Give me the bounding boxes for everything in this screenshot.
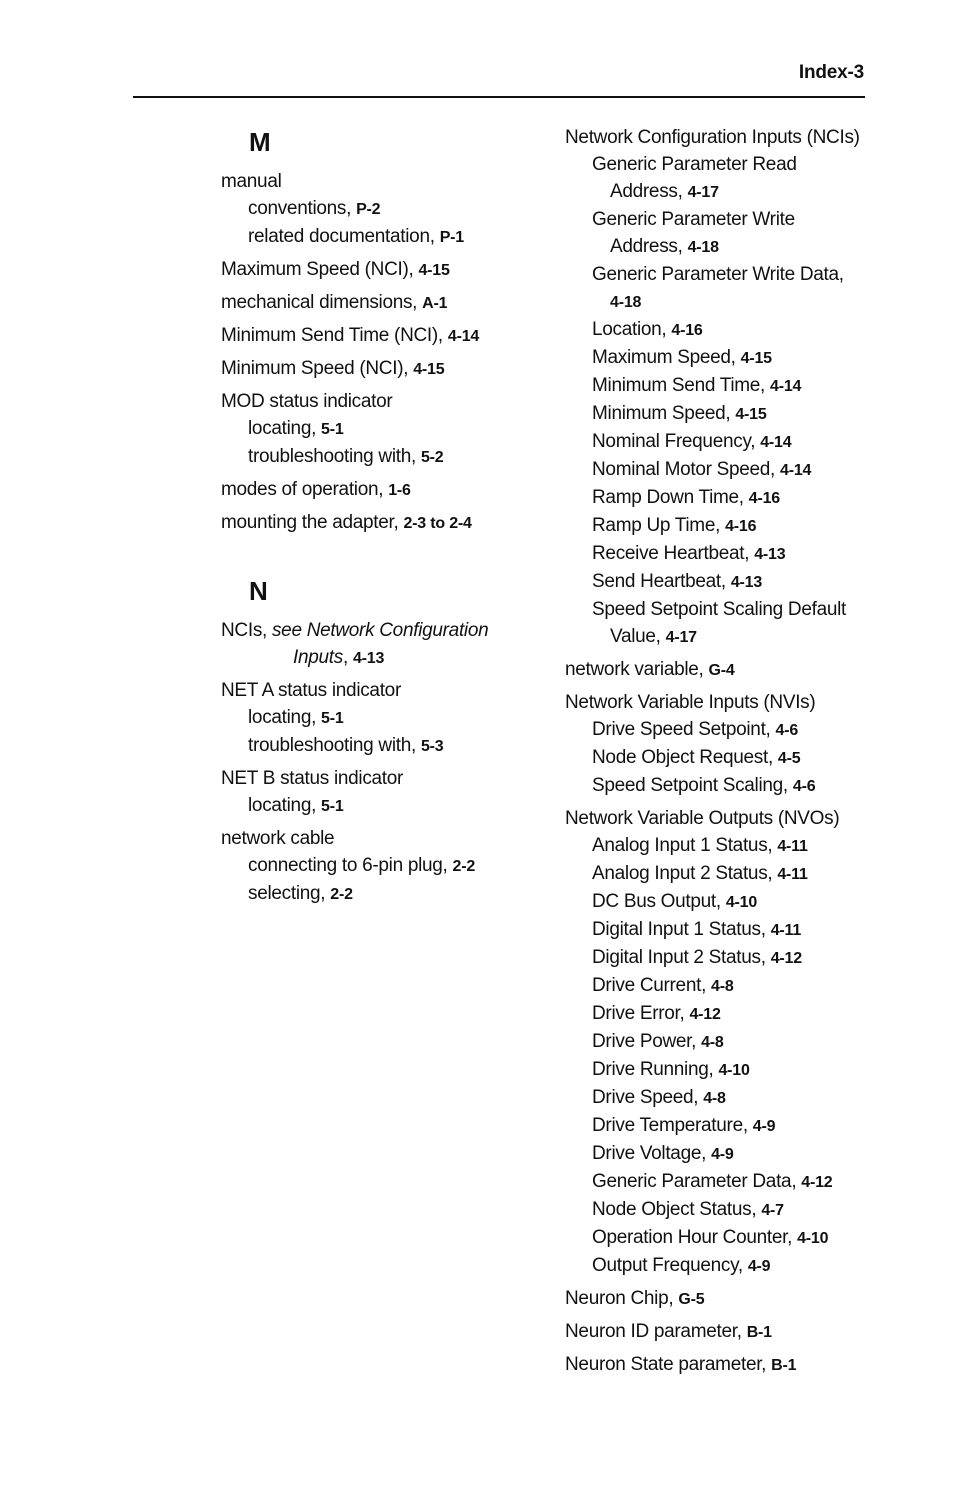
page-ref: 4-15 (418, 262, 450, 279)
page-ref: 4-11 (777, 838, 808, 855)
index-entry-minimum-send-time: Minimum Send Time (NCI), 4-14 (221, 325, 480, 346)
page-ref: G-4 (708, 662, 735, 679)
page-ref: 4-14 (780, 462, 812, 479)
page-ref: 4-15 (413, 361, 445, 378)
header-rule (133, 96, 865, 98)
page-ref: 4-16 (748, 490, 780, 507)
subentry: Analog Input 2 Status, 4-11 (592, 863, 808, 884)
subentry: Generic Parameter Write Data, (592, 264, 844, 285)
subentry: Analog Input 1 Status, 4-11 (592, 835, 808, 856)
subentry: Receive Heartbeat, 4-13 (592, 543, 786, 564)
subentry: Nominal Frequency, 4-14 (592, 431, 792, 452)
entry-term: MOD status indicator (221, 391, 393, 412)
page-ref: P-1 (439, 229, 464, 246)
page-ref: 2-2 (452, 858, 476, 875)
subentry-continuation (565, 288, 895, 316)
page-ref: 4-15 (735, 406, 767, 423)
subentry: locating, 5-1 (248, 418, 344, 439)
page-ref: 5-1 (321, 421, 344, 438)
subentry: conventions, P-2 (248, 198, 381, 219)
page-ref: 5-1 (321, 798, 344, 815)
page-ref: 2-2 (330, 886, 353, 903)
page-ref: B-1 (771, 1357, 797, 1374)
nvo-subentries (565, 832, 895, 1280)
entry-term: network cable (221, 828, 335, 849)
subentry: DC Bus Output, 4-10 (592, 891, 758, 912)
entry-term: Network Variable Outputs (NVOs) (565, 808, 840, 829)
index-entry-network-configuration-inputs (565, 124, 895, 651)
subentry: Ramp Down Time, 4-16 (592, 487, 780, 508)
page-ref: 4-6 (792, 778, 816, 795)
subentry: troubleshooting with, 5-3 (248, 735, 444, 756)
subentry: Speed Setpoint Scaling Default (592, 599, 847, 620)
subentry: Drive Voltage, 4-9 (592, 1143, 734, 1164)
subentry: Send Heartbeat, 4-13 (592, 571, 763, 592)
index-entry-neuron-id: Neuron ID parameter, B-1 (565, 1321, 772, 1342)
page-ref: 4-13 (352, 650, 385, 667)
page-ref: 4-10 (797, 1230, 829, 1247)
page-ref: 5-3 (420, 738, 444, 755)
subentry: Generic Parameter Data, 4-12 (592, 1171, 833, 1192)
page-ref: 4-10 (725, 894, 758, 911)
index-column-left (221, 124, 541, 913)
index-entry-net-b (221, 765, 541, 820)
index-entry-modes: modes of operation, 1-6 (221, 479, 411, 500)
index-entry-mounting: mounting the adapter, 2-3 to 2-4 (221, 512, 472, 533)
page-ref: 4-9 (711, 1146, 734, 1163)
subentry: related documentation, P-1 (248, 226, 464, 247)
subentry: Drive Current, 4-8 (592, 975, 734, 996)
index-entry-net-a (221, 677, 541, 760)
subentry: connecting to 6-pin plug, 2-2 (248, 855, 476, 876)
page-ref: 4-14 (760, 434, 792, 451)
subentry-continuation: Address, 4-18 (610, 236, 719, 257)
index-entry-network-cable (221, 825, 541, 908)
page-ref: 4-17 (665, 629, 697, 646)
section-letter-m: M (249, 127, 271, 157)
page-ref: 4-11 (770, 922, 802, 939)
see-reference: see Network Configuration (271, 620, 489, 641)
index-entry-minimum-speed: Minimum Speed (NCI), 4-15 (221, 358, 445, 379)
page-ref: 5-1 (321, 710, 344, 727)
page-ref: 4-5 (777, 750, 801, 767)
subentry: Maximum Speed, 4-15 (592, 347, 772, 368)
subentry: Drive Temperature, 4-9 (592, 1115, 776, 1136)
entry-term: Network Variable Inputs (NVIs) (565, 692, 816, 713)
page-ref: 4-12 (770, 950, 802, 967)
page-ref: B-1 (746, 1324, 772, 1341)
page-ref: 4-12 (801, 1174, 833, 1191)
subentry: Digital Input 2 Status, 4-12 (592, 947, 802, 968)
entry-term: NET A status indicator (221, 680, 401, 701)
subentry: locating, 5-1 (248, 707, 344, 728)
index-entry-mod-status (221, 388, 541, 471)
subentry: selecting, 2-2 (248, 883, 353, 904)
page-ref: 4-16 (671, 322, 703, 339)
subentry: Drive Running, 4-10 (592, 1059, 750, 1080)
subentry: Operation Hour Counter, 4-10 (592, 1227, 829, 1248)
index-entry-mechanical-dimensions: mechanical dimensions, A-1 (221, 292, 448, 313)
subentry-continuation: Value, 4-17 (610, 626, 697, 647)
index-entry-neuron-state: Neuron State parameter, B-1 (565, 1354, 797, 1375)
page-ref: 4-7 (761, 1202, 784, 1219)
entry-term: Network Configuration Inputs (NCIs) (565, 127, 860, 148)
subentry: Drive Power, 4-8 (592, 1031, 724, 1052)
index-entry-manual (221, 168, 541, 251)
subentry: Output Frequency, 4-9 (592, 1255, 771, 1276)
index-entry-network-variable-inputs (565, 689, 895, 800)
subentry: Drive Error, 4-12 (592, 1003, 721, 1024)
page-ref: 4-13 (730, 574, 763, 591)
page-ref: 4-8 (703, 1090, 726, 1107)
page-ref: 4-17 (687, 184, 719, 201)
page-ref: 2-3 to 2-4 (403, 515, 472, 532)
page-ref: 4-16 (725, 518, 757, 535)
page-ref: A-1 (422, 295, 448, 312)
page-ref: 4-9 (747, 1258, 771, 1275)
index-entry-ncis: NCIs, see Network Configuration Inputs, 4-13 (221, 620, 489, 668)
page-ref: 4-11 (777, 866, 808, 883)
page-ref: 1-6 (388, 482, 411, 499)
subentry: Generic Parameter Write (592, 209, 795, 230)
page-number-label: Index-3 (798, 62, 864, 83)
page-ref: 4-18 (687, 239, 719, 256)
subentry: Location, 4-16 (592, 319, 703, 340)
index-entry-network-variable: network variable, G-4 (565, 659, 735, 680)
subentry: Minimum Speed, 4-15 (592, 403, 767, 424)
see-reference-cont: Inputs (293, 647, 343, 668)
page-ref: 4-6 (775, 722, 799, 739)
page-ref: 4-14 (770, 378, 802, 395)
page-ref: P-2 (356, 201, 381, 218)
index-entry-neuron-chip: Neuron Chip, G-5 (565, 1288, 705, 1309)
nvi-subentries (565, 716, 895, 800)
subentry: troubleshooting with, 5-2 (248, 446, 444, 467)
entry-term: NET B status indicator (221, 768, 404, 789)
index-column-right (565, 124, 895, 1384)
subentry: Drive Speed, 4-8 (592, 1087, 726, 1108)
index-entry-network-variable-outputs (565, 805, 895, 1280)
page-ref: 4-14 (447, 328, 480, 345)
entry-term: manual (221, 171, 282, 192)
subentry: locating, 5-1 (248, 795, 344, 816)
subentry: Node Object Status, 4-7 (592, 1199, 784, 1220)
subentry: Node Object Request, 4-5 (592, 747, 801, 768)
page-ref: 4-15 (740, 350, 772, 367)
page-ref: G-5 (678, 1291, 705, 1308)
subentry: Nominal Motor Speed, 4-14 (592, 459, 812, 480)
subentry: Digital Input 1 Status, 4-11 (592, 919, 802, 940)
subentry: Generic Parameter Read (592, 154, 797, 175)
subentry: Minimum Send Time, 4-14 (592, 375, 802, 396)
subentry: Ramp Up Time, 4-16 (592, 515, 757, 536)
page-ref: 4-8 (701, 1034, 724, 1051)
page-ref: 4-12 (689, 1006, 721, 1023)
subentry: Speed Setpoint Scaling, 4-6 (592, 775, 816, 796)
page-ref: 4-8 (711, 978, 734, 995)
subentry-continuation: Address, 4-17 (610, 181, 719, 202)
subentry: Drive Speed Setpoint, 4-6 (592, 719, 799, 740)
page-ref: 4-13 (754, 546, 786, 563)
index-entry-maximum-speed: Maximum Speed (NCI), 4-15 (221, 259, 450, 280)
section-letter-n: N (249, 576, 268, 606)
page-ref: 5-2 (420, 449, 444, 466)
page-ref: 4-18 (610, 294, 642, 311)
page-ref: 4-10 (718, 1062, 750, 1079)
nci-subentries (565, 151, 895, 651)
page-ref: 4-9 (752, 1118, 776, 1135)
